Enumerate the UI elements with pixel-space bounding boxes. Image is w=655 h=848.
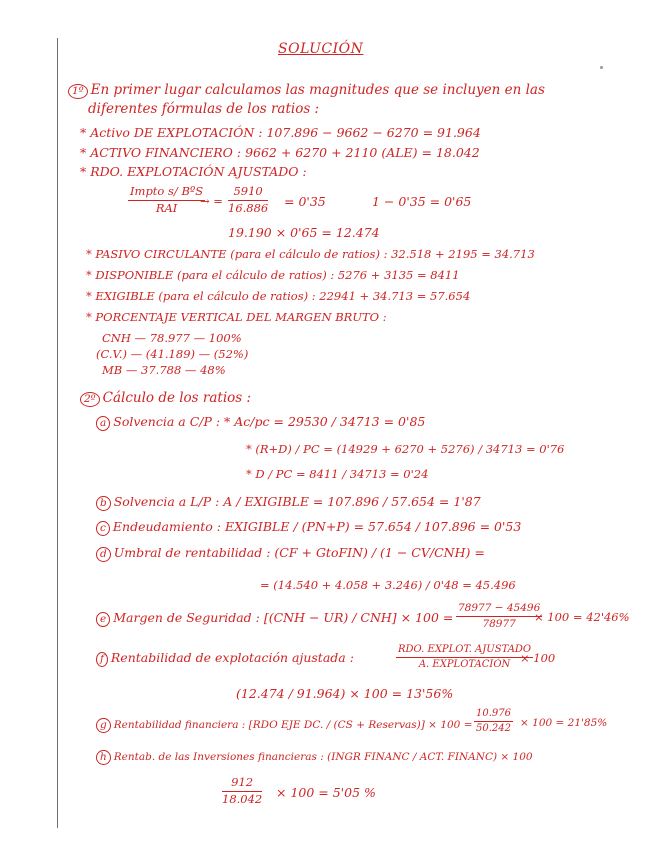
margen-seguridad-fraction: $\frac{78977 - 45496}{78977}$ [458,602,541,630]
rentabilidad-financiera-line: g Rentabilidad financiera : [RDO EJE DC. / (CS + Reservas)] × 100 = [96,718,473,733]
activo-explotacion-line: * Activo DE EXPLOTACIÓN : 107.896 − 9662 − 6270 = 91.964 [80,125,481,140]
page-margin-line [57,38,58,828]
rentabilidad-financiera-result: × 100 = 21'85% [520,717,608,729]
cnh-row: CNH — 78.977 — 100% [102,331,242,345]
section1-intro-line2: diferentes fórmulas de los ratios : [88,101,320,117]
pasivo-circulante-line: * PASIVO CIRCULANTE (para el cálculo de ratios) : 32.518 + 2195 = 34.713 [86,247,535,261]
rentabilidad-inversiones-fraction: $\frac{912}{18.042}$ [222,775,263,806]
section2-title: 2º Cálculo de los ratios : [80,392,251,407]
section1-intro-line1: 1º En primer lugar calculamos las magnitudes que se incluyen en las [68,84,545,99]
disponible-line: * DISPONIBLE (para el cálculo de ratios) : 5276 + 3135 = 8411 [86,268,460,282]
disponibilidad-line: * D / PC = 8411 / 34713 = 0'24 [246,467,429,481]
net-rate-result: 1 − 0'35 = 0'65 [372,194,472,209]
mb-row: MB — 37.788 — 48% [102,363,226,377]
acid-test-line: * (R+D) / PC = (14929 + 6270 + 5276) / 34713 = 0'76 [246,442,565,456]
rentabilidad-inversiones-result: × 100 = 5'05 % [276,785,376,800]
cv-row: (C.V.) — (41.189) — (52%) [96,347,249,361]
page-title: SOLUCIÓN [278,41,364,57]
exigible-line: * EXIGIBLE (para el cálculo de ratios) : 22941 + 34.713 = 57.654 [86,289,471,303]
margen-seguridad-result: × 100 = 42'46% [534,610,630,624]
tax-ratio-fraction: $\frac{5910}{16.886}$ [228,184,269,215]
rentabilidad-explotacion-line: f Rentabilidad de explotación ajustada : [96,652,354,667]
section1-number: 1º [68,84,88,99]
paper-speck [600,66,603,69]
umbral-result-line: = (14.540 + 4.058 + 3.246) / 0'48 = 45.496 [260,578,516,592]
section2-number: 2º [80,392,100,407]
margen-seguridad-line: e Margen de Seguridad : [(CNH − UR) / CNH] × 100 = [96,612,453,627]
porcentaje-title: * PORCENTAJE VERTICAL DEL MARGEN BRUTO : [86,310,387,324]
rentabilidad-financiera-fraction: $\frac{10.976}{50.242}$ [476,708,511,734]
rentabilidad-explotacion-result: (12.474 / 91.964) × 100 = 13'56% [236,686,454,701]
solvencia-lp-line: b Solvencia a L/P : A / EXIGIBLE = 107.896 / 57.654 = 1'87 [96,496,481,511]
rdo-explotacion-title: * RDO. EXPLOTACIÓN AJUSTADO : [80,164,307,179]
rentabilidad-explotacion-fraction: RDO. EXPLOT. AJUSTADO A. EXPLOTACIÓN [398,644,532,670]
rentabilidad-inversiones-line: h Rentab. de las Inversiones financieras : (INGR FINANC / ACT. FINANC) × 100 [96,750,533,765]
umbral-line: d Umbral de rentabilidad : (CF + GtoFIN) / (1 − CV/CNH) = [96,547,485,562]
endeudamiento-line: c Endeudamiento : EXIGIBLE / (PN+P) = 57.654 / 107.896 = 0'53 [96,521,521,536]
rentabilidad-explotacion-x100: × 100 [520,651,556,665]
solvencia-cp-line: a Solvencia a C/P : * Ac/pc = 29530 / 34713 = 0'85 [96,416,425,431]
adjusted-result-calc: 19.190 × 0'65 = 12.474 [228,225,380,240]
impuesto-fraction: Impto s/ BºS RAI [130,184,204,215]
activo-financiero-line: * ACTIVO FINANCIERO : 9662 + 6270 + 2110 (ALE) = 18.042 [80,145,480,160]
fraction-arrow: → = [200,194,223,208]
tax-rate-result: = 0'35 [284,194,326,209]
